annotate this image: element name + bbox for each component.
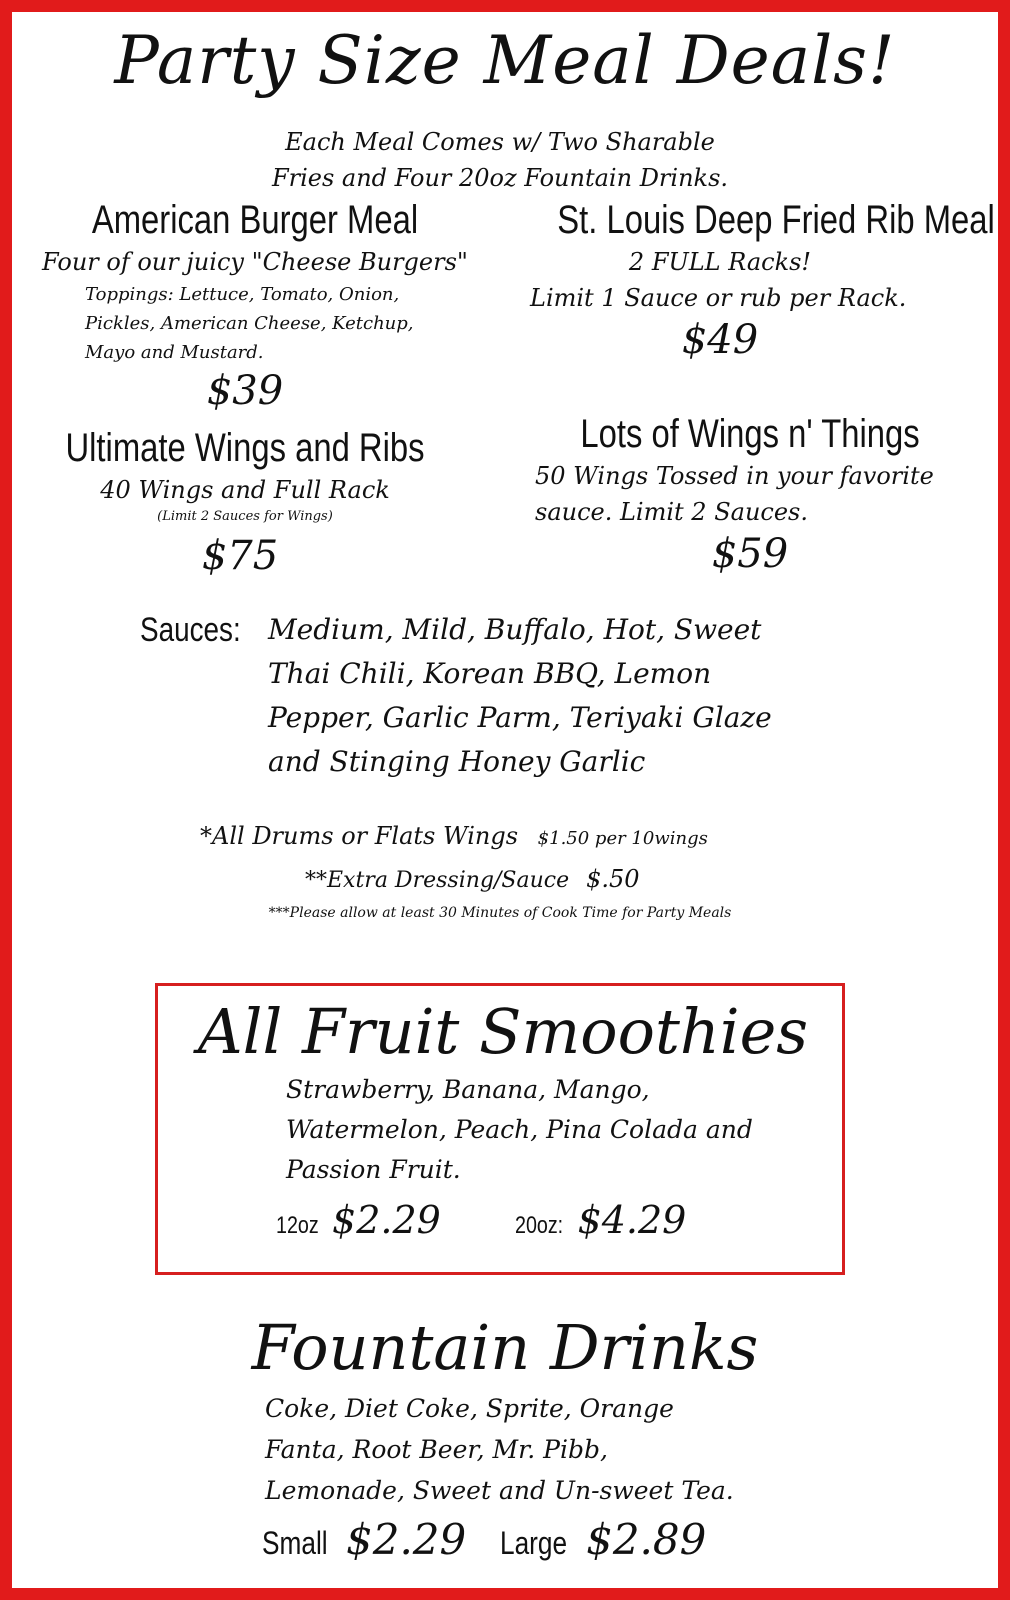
toppings-line: Pickles, American Cheese, Ketchup, (85, 313, 414, 334)
flavor-line: Watermelon, Peach, Pina Colada and (286, 1115, 753, 1144)
extra-wings-note (200, 818, 820, 857)
smoothies-prices (276, 1198, 686, 1242)
page-title: Party Size Meal Deals! (114, 22, 896, 99)
smoothies-box (155, 983, 845, 1275)
sauce-line: Medium, Mild, Buffalo, Hot, Sweet (268, 613, 762, 646)
fountain-list (265, 1388, 734, 1511)
subtitle-line: Each Meal Comes w/ Two Sharable (285, 128, 715, 156)
meal-price: $59 (711, 531, 789, 577)
smoothies-flavors (286, 1070, 753, 1190)
drink-line: Lemonade, Sweet and Un-sweet Tea. (265, 1476, 734, 1505)
size-20oz-label: 20oz: (514, 1212, 563, 1239)
sauce-line: Pepper, Garlic Parm, Teriyaki Glaze (268, 701, 772, 734)
meal-price: $75 (201, 533, 279, 579)
smoothies-title: All Fruit Smoothies (197, 995, 809, 1068)
size-20oz-price: $4.29 (577, 1198, 687, 1242)
fountain-prices (262, 1515, 706, 1564)
size-12oz-price: $2.29 (332, 1198, 441, 1242)
meal-toppings (85, 280, 480, 367)
large-price: $2.89 (586, 1515, 707, 1564)
meal-price: $39 (206, 368, 284, 414)
drink-line: Coke, Diet Coke, Sprite, Orange (265, 1394, 674, 1423)
drink-line: Fanta, Root Beer, Mr. Pibb, (265, 1435, 608, 1464)
size-12oz-label: 12oz (276, 1212, 319, 1239)
small-price: $2.29 (346, 1515, 467, 1564)
meal-name: American Burger Meal (91, 198, 419, 242)
fountain-title: Fountain Drinks (251, 1311, 759, 1384)
small-label: Small (262, 1525, 328, 1561)
american-burger-meal (30, 196, 480, 415)
st-louis-rib-meal (515, 196, 995, 364)
sauce-line: and Stinging Honey Garlic (268, 745, 646, 778)
meal-detail: 2 FULL Racks! (628, 248, 812, 276)
cook-time-note: ***Please allow at least 30 Minutes of Cook Time for Party Meals (268, 905, 732, 921)
extra-dressing-price: $.50 (586, 865, 640, 893)
meal-name: Lots of Wings n' Things (580, 412, 920, 456)
toppings-line: Mayo and Mustard. (85, 342, 264, 363)
extra-wings-text: *All Drums or Flats Wings (200, 822, 519, 850)
meal-description: Four of our juicy "Cheese Burgers" (42, 248, 468, 276)
toppings-line: Toppings: Lettuce, Tomato, Onion, (85, 284, 400, 305)
extra-dressing-text: **Extra Dressing/Sauce (305, 868, 570, 893)
flavor-line: Strawberry, Banana, Mango, (286, 1075, 650, 1104)
subtitle-line: Fries and Four 20oz Fountain Drinks. (271, 164, 729, 192)
meal-subtitle (180, 124, 820, 196)
flavor-line: Passion Fruit. (286, 1155, 461, 1184)
sauces-list (268, 608, 772, 784)
sauces-label: Sauces: (140, 611, 241, 649)
large-label: Large (500, 1525, 568, 1561)
sauce-line: Thai Chili, Korean BBQ, Lemon (268, 657, 712, 690)
meal-price: $49 (681, 317, 759, 363)
meal-note: (Limit 2 Sauces for Wings) (157, 509, 333, 524)
extra-wings-price: $1.50 per 10wings (537, 828, 708, 849)
meal-description: 40 Wings and Full Rack (100, 476, 390, 504)
meal-detail: Limit 1 Sauce or rub per Rack. (530, 284, 907, 312)
meal-name: St. Louis Deep Fried Rib Meal (557, 198, 995, 242)
extra-dressing-note (305, 862, 755, 898)
ultimate-wings-ribs-meal (20, 424, 470, 580)
wings-n-things-meal (515, 410, 985, 578)
meal-detail: 50 Wings Tossed in your favorite (535, 462, 934, 490)
meal-name: Ultimate Wings and Ribs (65, 426, 425, 470)
meal-detail: sauce. Limit 2 Sauces. (535, 498, 808, 526)
